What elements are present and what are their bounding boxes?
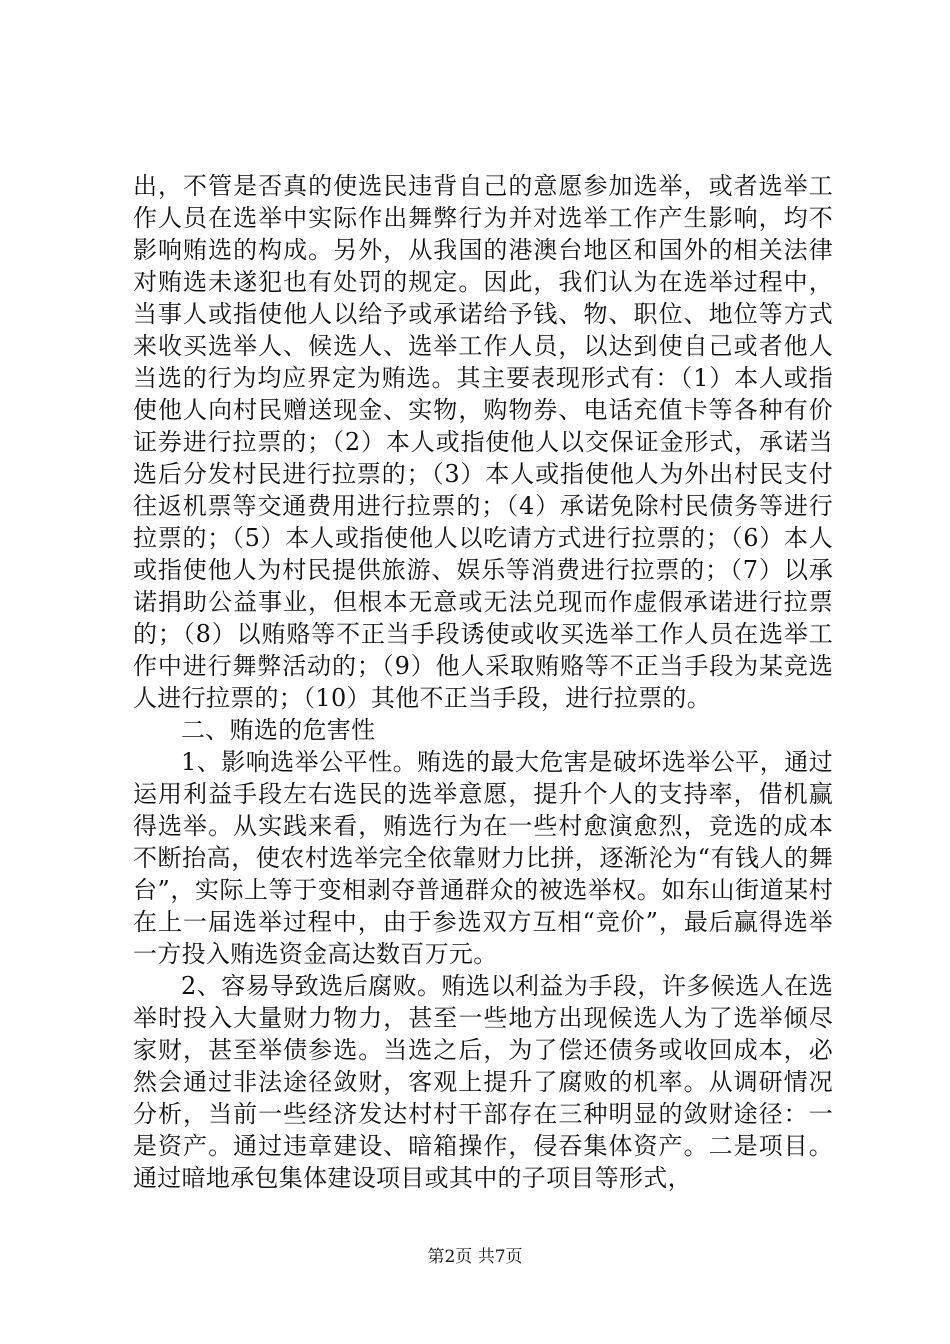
paragraph-election-fairness: 1、影响选举公平性。贿选的最大危害是破坏选举公平，通过运用利益手段左右选民的选举意愿，提升个人的支持率，借机赢得选举。从实践来看，贿选行为在一些村愈演愈烈，竞选的成本不断抬高，使农村选举完全依靠财力比拼，逐渐沦为“有钱人的舞台”，实际上等于变相剥夺普通群众的被选举权。如东山街道某村在上一届选举过程中，由于参选双方互相“竞价”，最后赢得选举一方投入贿选资金高达数百万元。 xyxy=(133,748,833,968)
paragraph-post-election-corruption: 2、容易导致选后腐败。贿选以利益为手段，许多候选人在选举时投入大量财力物力，甚至一些地方出现候选人为了选举倾尽家财，甚至举债参选。当选之后，为了偿还债务或收回成本，必然会通过非法途径敛财，客观上提升了腐败的机率。从调研情况分析，当前一些经济发达村村干部存在三种明显的敛财途径：一是资产。通过违章建设、暗箱操作，侵吞集体资产。二是项目。通过暗地承包集体建设项目或其中的子项目等形式， xyxy=(133,972,833,1192)
document-body xyxy=(133,170,833,1194)
paragraph-bribery-definition: 出，不管是否真的使选民违背自己的意愿参加选举，或者选举工作人员在选举中实际作出舞弊行为并对选举工作产生影响，均不影响贿选的构成。另外，从我国的港澳台地区和国外的相关法律对贿选未遂犯也有处罚的规定。因此，我们认为在选举过程中，当事人或指使他人以给予或承诺给予钱、物、职位、地位等方式来收买选举人、候选人、选举工作人员，以达到使自己或者他人当选的行为均应界定为贿选。其主要表现形式有：（1）本人或指使他人向村民赠送现金、实物，购物券、电话充值卡等各种有价证券进行拉票的；（2）本人或指使他人以交保证金形式，承诺当选后分发村民进行拉票的；（3）本人或指使他人为外出村民支付往返机票等交通费用进行拉票的；（4）承诺免除村民债务等进行拉票的；（5）本人或指使他人以吃请方式进行拉票的；（6）本人或指使他人为村民提供旅游、娱乐等消费进行拉票的；（7）以承诺捐助公益事业，但根本无意或无法兑现而作虚假承诺进行拉票的；（8）以贿赂等不正当手段诱使或收买选举工作人员在选举工作中进行舞弊活动的；（9）他人采取贿赂等不正当手段为某竞选人进行拉票的；（10）其他不正当手段，进行拉票的。 xyxy=(133,172,833,712)
section-heading-harm: 二、贿选的危害性 xyxy=(181,716,376,744)
page-number-footer: 第2页 共7页 xyxy=(427,1247,523,1267)
